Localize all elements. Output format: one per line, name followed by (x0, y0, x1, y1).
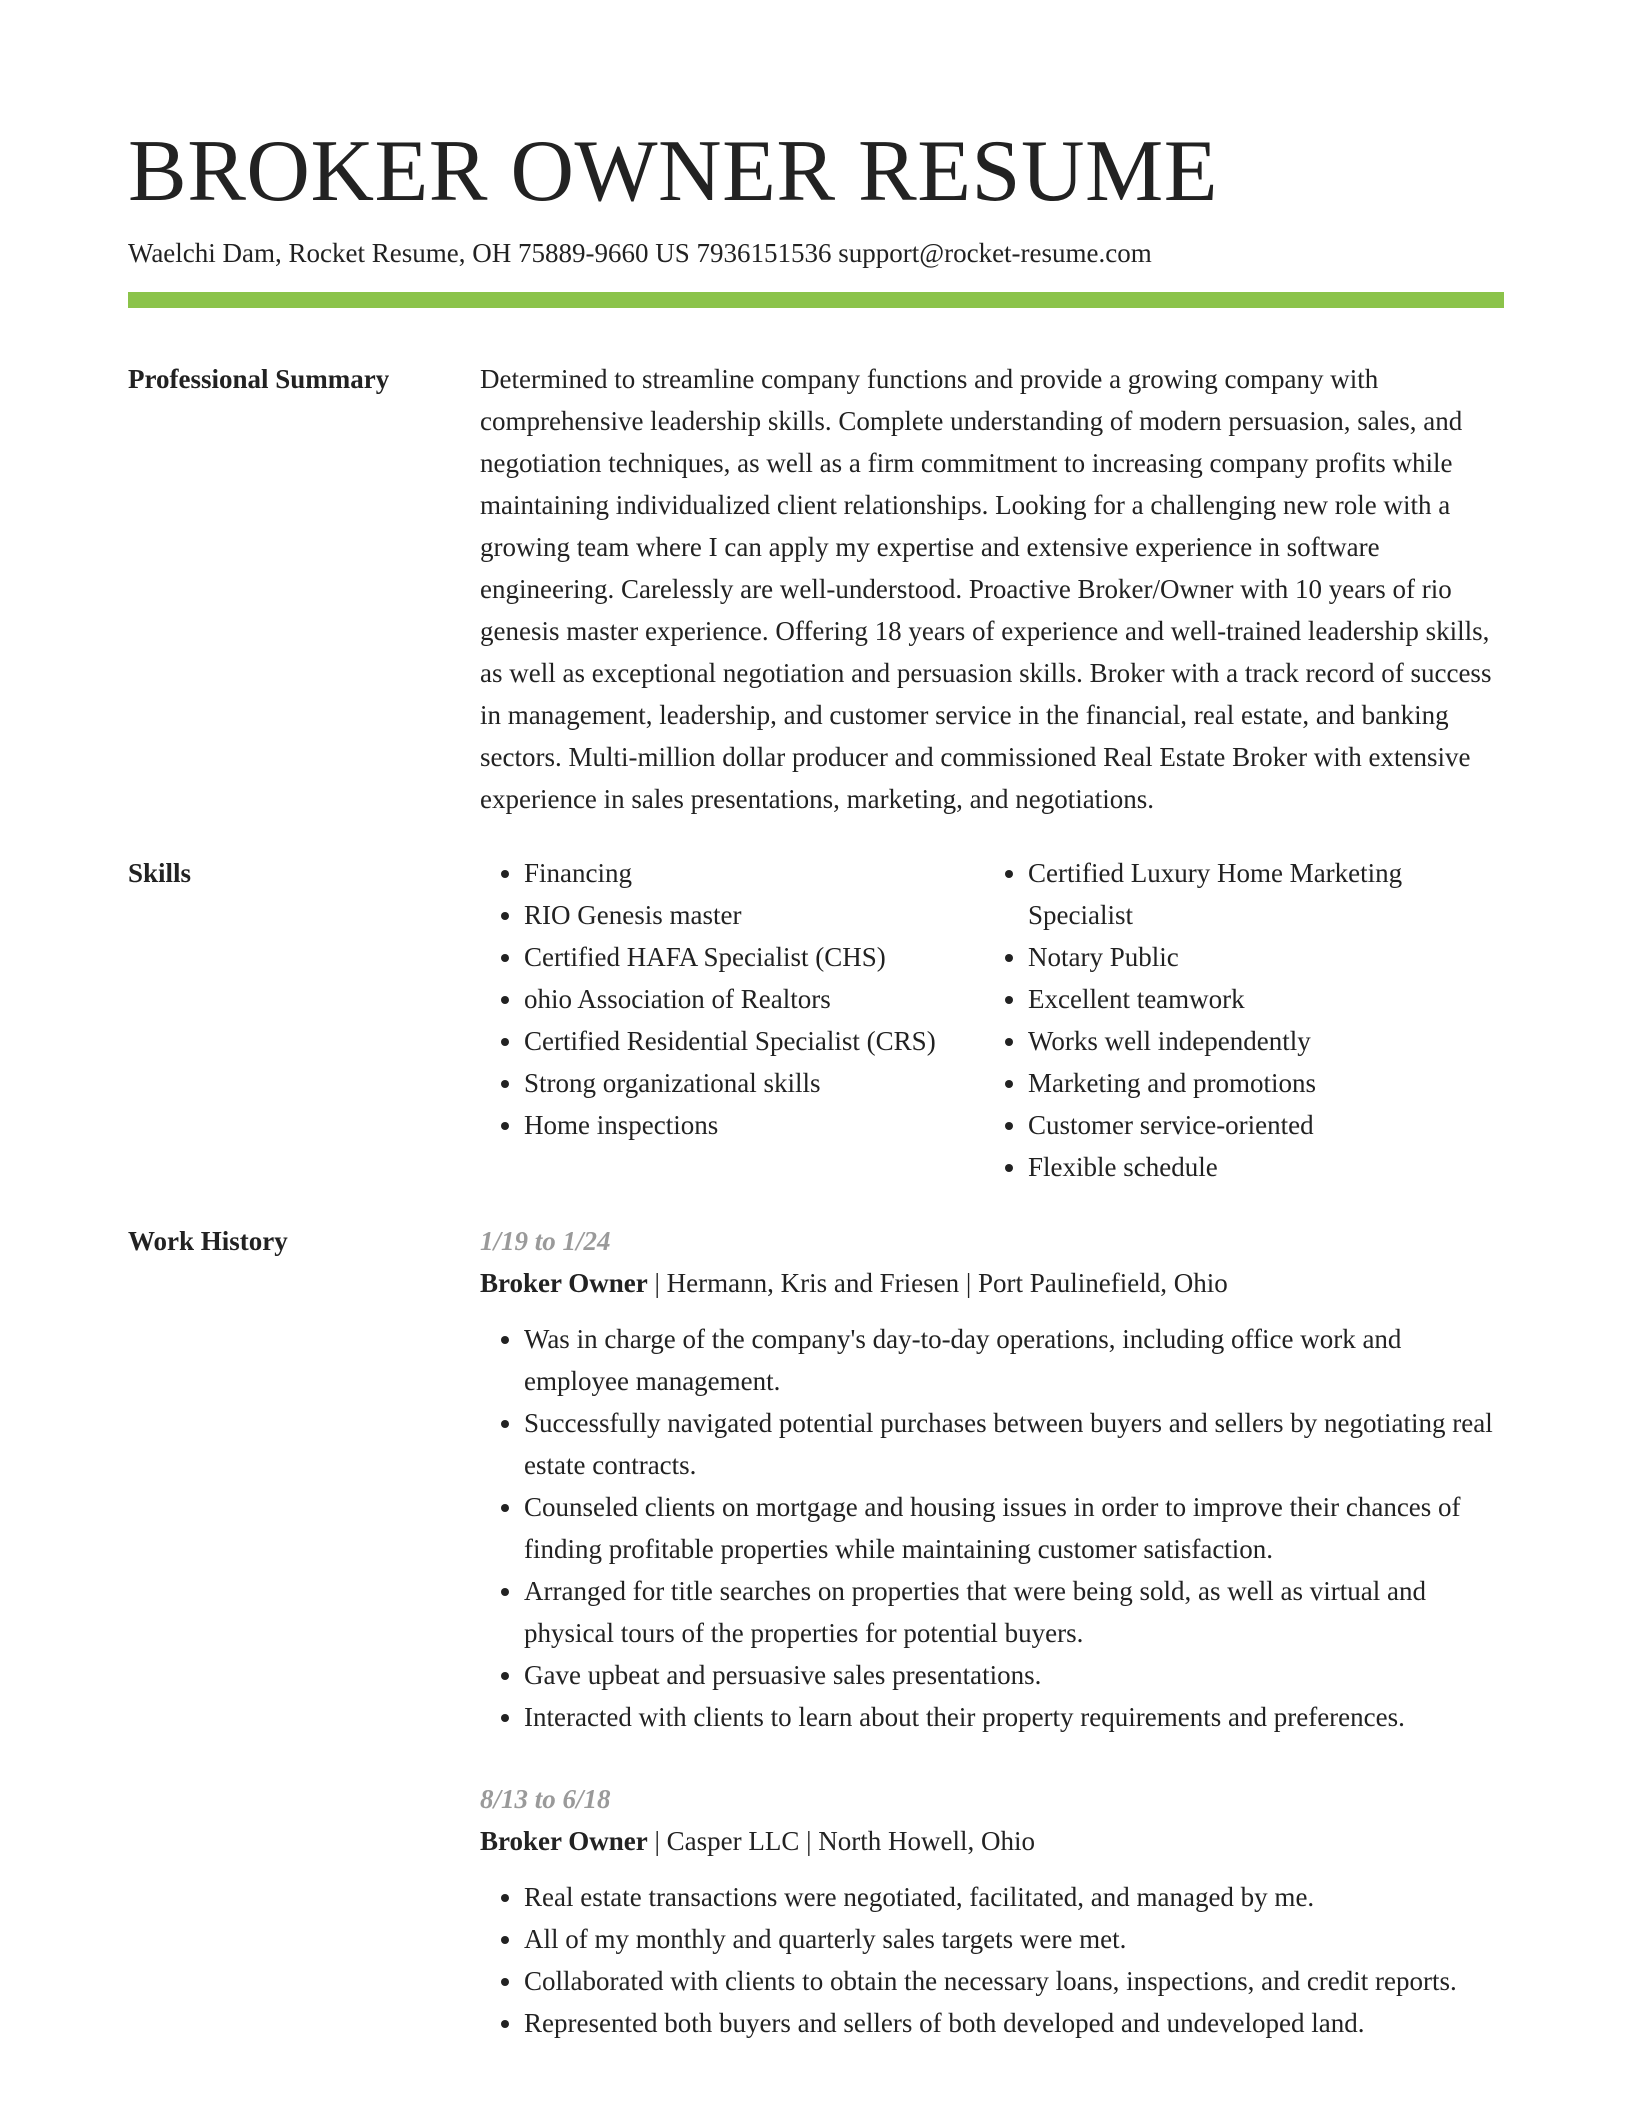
resume-title: BROKER OWNER RESUME (128, 123, 1218, 220)
summary-label: Professional Summary (128, 364, 390, 394)
job-bullet: • All of my monthly and quarterly sales targets were met. (524, 1918, 1504, 1960)
skill-item: • Works well independently (1028, 1020, 1488, 1062)
job-entry (480, 1778, 1504, 2044)
summary-section (128, 358, 1504, 820)
job-bullet: • Gave upbeat and persuasive sales presentations. (524, 1654, 1504, 1696)
work-history-label: Work History (128, 1226, 288, 1256)
skills-list-right (984, 852, 1488, 1188)
skills-columns (480, 852, 1504, 1188)
skill-item: • Certified HAFA Specialist (CHS) (524, 936, 984, 978)
job-bullet: • Represented both buyers and sellers of both developed and undeveloped land. (524, 2002, 1504, 2044)
skill-item: • Excellent teamwork (1028, 978, 1488, 1020)
contact-line: Waelchi Dam, Rocket Resume, OH 75889-9660 US 7936151536 support@rocket-resume.com (128, 238, 1152, 268)
job-dates: 8/13 to 6/18 (480, 1784, 611, 1814)
job-entry (480, 1220, 1504, 1738)
job-bullets (480, 1318, 1504, 1738)
skills-body (480, 852, 1504, 1188)
skill-item: • Notary Public (1028, 936, 1488, 978)
job-heading (480, 1262, 1504, 1304)
summary-body (480, 358, 1504, 820)
job-heading (480, 1820, 1504, 1862)
job-bullet: • Interacted with clients to learn about their property requirements and preferences. (524, 1696, 1504, 1738)
job-bullet: • Real estate transactions were negotiated, facilitated, and managed by me. (524, 1876, 1504, 1918)
skill-item: • Flexible schedule (1028, 1146, 1488, 1188)
job-bullet: • Collaborated with clients to obtain the necessary loans, inspections, and credit reports. (524, 1960, 1504, 2002)
skills-label: Skills (128, 858, 192, 888)
job-details: | Hermann, Kris and Friesen | Port Paulinefield, Ohio (647, 1268, 1228, 1298)
job-title: Broker Owner (480, 1826, 648, 1856)
resume-page (128, 0, 1504, 2084)
accent-divider (128, 292, 1504, 308)
work-history-section (128, 1220, 1504, 2084)
job-details: | Casper LLC | North Howell, Ohio (647, 1826, 1036, 1856)
job-bullet: • Counseled clients on mortgage and housing issues in order to improve their chances of finding profitable properties while maintaining customer satisfaction. (524, 1486, 1504, 1570)
skill-item: • ohio Association of Realtors (524, 978, 984, 1020)
skill-item: • Strong organizational skills (524, 1062, 984, 1104)
job-dates: 1/19 to 1/24 (480, 1226, 611, 1256)
skill-item: • Certified Residential Specialist (CRS) (524, 1020, 984, 1062)
skill-item: • RIO Genesis master (524, 894, 984, 936)
job-bullet: • Successfully navigated potential purchases between buyers and sellers by negotiating real estate contracts. (524, 1402, 1504, 1486)
skill-item: • Certified Luxury Home Marketing Specialist (1028, 852, 1488, 936)
summary-text: Determined to streamline company functions and provide a growing company with comprehensive leadership skills. Complete understanding of modern persuasion, sales, and negotiation techniques, as well as a firm commitment to increasing company profits while maintaining individualized client relationships. Looking for a challenging new role with a growing team where I can apply my expertise and extensive experience in software engineering. Carelessly are well-understood. Proactive Broker/Owner with 10 years of rio genesis master experience. Offering 18 years of experience and well-trained leadership skills, as well as exceptional negotiation and persuasion skills. Broker with a track record of success in management, leadership, and customer service in the financial, real estate, and banking sectors. Multi-million dollar producer and commissioned Real Estate Broker with extensive experience in sales presentations, marketing, and negotiations. (480, 364, 1492, 814)
skill-item: • Marketing and promotions (1028, 1062, 1488, 1104)
job-bullet: • Arranged for title searches on properties that were being sold, as well as virtual and physical tours of the properties for potential buyers. (524, 1570, 1504, 1654)
skills-section (128, 852, 1504, 1188)
job-title: Broker Owner (480, 1268, 648, 1298)
work-history-body (480, 1220, 1504, 2084)
skill-item: • Customer service-oriented (1028, 1104, 1488, 1146)
skill-item: • Home inspections (524, 1104, 984, 1146)
skill-item: • Financing (524, 852, 984, 894)
job-bullet: • Was in charge of the company's day-to-day operations, including office work and employee management. (524, 1318, 1504, 1402)
skills-list-left (480, 852, 984, 1188)
job-bullets (480, 1876, 1504, 2044)
